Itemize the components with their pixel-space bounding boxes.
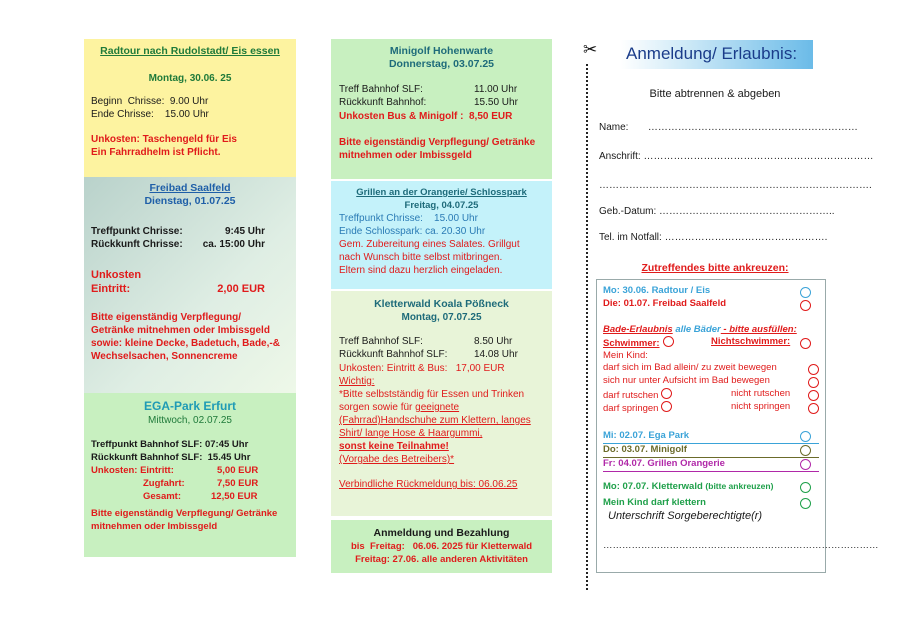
kletter-date: Montag, 07.07.25 [401, 312, 482, 323]
scissors-icon: ✂ [583, 40, 598, 60]
kletter-meet-time: 8.50 Uhr [474, 336, 513, 347]
radtour-cost: Unkosten: Taschengeld für Eis [91, 134, 237, 145]
minigolf-date: Donnerstag, 03.07.25 [388, 58, 495, 70]
ega-cost-entry: 5,00 EUR [217, 465, 259, 476]
grillen-note-1: Gem. Zubereitung eines Salates. Grillgut [339, 239, 520, 250]
tel-label: Tel. im Notfall: [599, 232, 662, 243]
grillen-card [331, 181, 552, 289]
grillen-end: Ende Schlosspark: ca. 20.30 Uhr [339, 226, 486, 237]
nicht-springen-checkbox[interactable] [808, 403, 819, 414]
kletter-note-2b: geeignete [415, 402, 460, 413]
ega-train: 7,50 EUR [217, 478, 259, 489]
minigolf-meet-label: Treff Bahnhof SLF: [339, 84, 423, 95]
kletter-note-5: sonst keine Teilnahme! [339, 441, 449, 452]
k2-row [603, 375, 819, 388]
option-do [603, 444, 819, 458]
ega-title: EGA-Park Erfurt [143, 399, 237, 413]
option-mo [603, 285, 819, 298]
k2-label: sich nur unter Aufsicht im Bad bewegen [603, 375, 770, 386]
nichtschwimmer-label: Nichtschwimmer: [711, 336, 791, 347]
anschrift-label: Anschrift: [599, 151, 641, 162]
ega-note-2: mitnehmen oder Imbissgeld [91, 521, 218, 532]
anmeldung-line-2: Freitag: 27.06. alle anderen Aktivitäten [355, 554, 528, 565]
bade-2: alle Bäder [672, 324, 721, 335]
freibad-return-time: ca. 15:00 Uhr [202, 239, 265, 250]
anschrift-dots: …………………………………………………………… [643, 151, 874, 162]
anmeldung-title: Anmeldung und Bezahlung [373, 527, 510, 539]
grillen-title: Grillen an der Orangerie/ Schlosspark [356, 187, 527, 198]
tel-dots: …………………………………………. [664, 232, 828, 243]
minigolf-checkbox[interactable] [800, 445, 811, 456]
freibad-card [84, 177, 296, 393]
kletterwald-checkbox[interactable] [800, 482, 811, 493]
k3b-label: nicht rutschen [731, 388, 791, 399]
anmeldung-card [331, 520, 552, 573]
geb-dots: …………………………………………….. [659, 206, 835, 217]
radtour-end: Ende Chrisse: 15.00 Uhr [91, 109, 209, 120]
minigolf-title: Minigolf Hohenwarte [389, 45, 494, 57]
minigolf-note-2: mitnehmen oder Imbissgeld [339, 150, 472, 161]
option-mo-label: Mo: 30.06. Radtour / Eis [603, 285, 711, 296]
form-fields [599, 121, 874, 257]
ega-checkbox[interactable] [800, 431, 811, 442]
k4a-label: darf springen [603, 403, 659, 414]
k4b-label: nicht springen [731, 401, 791, 412]
geb-label: Geb.-Datum: [599, 206, 657, 217]
ega-cost-label: Unkosten: Eintritt: [91, 465, 174, 476]
grillen-meet: Treffpunkt Chrisse: 15.00 Uhr [339, 213, 478, 224]
option-mi-label: Mi: 02.07. Ega Park [603, 430, 690, 441]
radtour-checkbox[interactable] [800, 287, 811, 298]
freibad-return-label: Rückkunft Chrisse: [91, 239, 183, 250]
signature-field[interactable] [603, 539, 879, 552]
name-label: Name: [599, 122, 629, 133]
freibad-fee-label: Eintritt: [91, 283, 131, 295]
bade-1: Bade-Erlaubnis [603, 324, 673, 335]
radtour-helmet: Ein Fahrradhelm ist Pflicht. [91, 147, 221, 158]
anschrift-extra-field[interactable] [599, 179, 872, 205]
form-title-text: Anmeldung/ Erlaubnis: [626, 44, 798, 63]
radtour-date: Montag, 30.06. 25 [148, 73, 232, 84]
option-di [603, 298, 819, 311]
ega-total: 12,50 EUR [211, 491, 258, 502]
option-di-label: Die: 01.07. Freibad Saalfeld [603, 298, 727, 309]
ega-card [84, 393, 296, 557]
tel-field[interactable] [599, 231, 828, 257]
k1-row [603, 362, 819, 375]
kletter-note-1: *Bitte selbstständig für Essen und Trinken [339, 389, 525, 400]
ankreuzen-heading: Zutreffendes bitte ankreuzen: [641, 262, 789, 274]
minigolf-note-1: Bitte eigenständig Verpflegung/ Getränke [339, 137, 536, 148]
freibad-date: Dienstag, 01.07.25 [144, 195, 236, 207]
freibad-title: Freibad Saalfeld [149, 182, 231, 194]
schwimmer-checkbox[interactable] [663, 336, 674, 347]
kletter-cost: Unkosten: Eintritt & Bus: 17,00 EUR [339, 363, 505, 374]
signature-dots: …………………………………………………………………………… [603, 540, 879, 551]
option-mi [603, 430, 819, 444]
freibad-note-2: Getränke mitnehmen oder Imbissgeld [91, 325, 270, 336]
freibad-fee: 2,00 EUR [217, 283, 265, 295]
name-dots: ……………………………………………………… [647, 122, 858, 133]
freibad-note-1: Bitte eigenständig Verpflegung/ [91, 312, 242, 323]
bade-heading [603, 323, 819, 336]
extra-dots: ………………………………………………………………………. [599, 180, 872, 191]
schwimmer-label: Schwimmer: [603, 338, 660, 349]
option-mo2 [603, 481, 819, 494]
freibad-note-3: sowie: kleine Decke, Badetuch, Bade,-& [91, 338, 280, 349]
grillen-date: Freitag, 04.07.25 [404, 200, 479, 211]
kletter-rueckmeldung: Verbindliche Rückmeldung bis: 06.06.25 [339, 479, 518, 490]
radtour-begin: Beginn Chrisse: 9.00 Uhr [91, 96, 209, 107]
ega-note-1: Bitte eigenständig Verpflegung/ Getränke [91, 508, 278, 519]
kletter-note-2 [339, 401, 544, 414]
klettern-checkbox[interactable] [800, 498, 811, 509]
freibad-cost-label: Unkosten [91, 269, 142, 281]
name-field[interactable] [599, 121, 858, 150]
anmeldung-line-1: bis Freitag: 06.06. 2025 für Kletterwald [350, 541, 533, 552]
grillen-checkbox[interactable] [800, 459, 811, 470]
k4-row [603, 401, 819, 414]
kletter-note-2a: sorgen sowie für [339, 402, 416, 413]
k1-label: darf sich im Bad allein/ zu zweit bewegen [603, 362, 777, 373]
minigolf-cost: Unkosten Bus & Minigolf : 8,50 EUR [339, 111, 513, 122]
option-mo2-label: Mo: 07.07. Kletterwald [603, 481, 706, 492]
minigolf-return-time: 15.50 Uhr [474, 97, 518, 108]
freibad-checkbox[interactable] [800, 300, 811, 311]
kletter-wichtig: Wichtig: [339, 376, 375, 387]
option-klettern [603, 497, 819, 510]
grillen-note-2: nach Wunsch bitte selbst mitbringen. [339, 252, 503, 263]
kletter-note-3: (Fahrrad)Handschuhe zum Klettern, langes [339, 415, 531, 426]
signature-label: Unterschrift Sorgeberechtigte(r) [608, 510, 763, 522]
kletter-return-label: Rückkunft Bahnhof SLF: [339, 349, 448, 360]
cut-line [586, 64, 588, 590]
freibad-meet-label: Treffpunkt Chrisse: [91, 226, 183, 237]
option-klettern-label: Mein Kind darf klettern [603, 497, 706, 508]
minigolf-meet-time: 11.00 Uhr [474, 84, 518, 95]
ega-return: Rückkunft Bahnhof SLF: 15.45 Uhr [91, 452, 251, 463]
kletter-title: Kletterwald Koala Pößneck [374, 298, 509, 310]
kletter-meet-label: Treff Bahnhof SLF: [339, 336, 423, 347]
option-mo2-hint: (bitte ankreuzen) [705, 481, 774, 491]
nichtschwimmer-checkbox[interactable] [800, 338, 811, 349]
minigolf-card [331, 39, 552, 179]
grillen-note-3: Eltern sind dazu herzlich eingeladen. [339, 265, 503, 276]
anschrift-field[interactable] [599, 150, 874, 179]
ega-train-label: Zugfahrt: [143, 478, 185, 489]
radtour-title: Radtour nach Rudolstadt/ Eis essen [100, 45, 280, 57]
springen-checkbox[interactable] [661, 401, 672, 412]
kletterwald-card [331, 291, 552, 516]
kletter-note-6: (Vorgabe des Betreibers)* [339, 454, 455, 465]
ega-meet: Treffpunkt Bahnhof SLF: 07:45 Uhr [91, 439, 249, 450]
freibad-note-4: Wechselsachen, Sonnencreme [91, 351, 238, 362]
k1-checkbox[interactable] [808, 364, 819, 375]
nicht-rutschen-checkbox[interactable] [808, 390, 819, 401]
kind-label: Mein Kind: [603, 350, 648, 361]
option-do-label: Do: 03.07. Minigolf [603, 444, 687, 455]
form-title [620, 40, 813, 69]
schwimmer-row [603, 336, 819, 349]
checkbox-panel [596, 279, 879, 573]
k3-row [603, 388, 819, 401]
geb-field[interactable] [599, 205, 835, 231]
kletter-return-time: 14.08 Uhr [474, 349, 518, 360]
ega-date: Mittwoch, 02.07.25 [148, 415, 232, 426]
freibad-meet-time: 9:45 Uhr [224, 226, 265, 237]
kletter-note-4: Shirt/ lange Hose & Haargummi, [339, 428, 483, 439]
radtour-card [84, 39, 296, 177]
k3a-label: darf rutschen [603, 390, 659, 401]
rutschen-checkbox[interactable] [661, 388, 672, 399]
minigolf-return-label: Rückkunft Bahnhof: [339, 97, 427, 108]
bade-3: - bitte ausfüllen: [720, 324, 797, 335]
ega-total-label: Gesamt: [143, 491, 182, 502]
k2-checkbox[interactable] [808, 377, 819, 388]
option-fr [603, 458, 819, 472]
form-subtitle: Bitte abtrennen & abgeben [649, 88, 781, 100]
option-fr-label: Fr: 04.07. Grillen Orangerie [603, 458, 725, 469]
